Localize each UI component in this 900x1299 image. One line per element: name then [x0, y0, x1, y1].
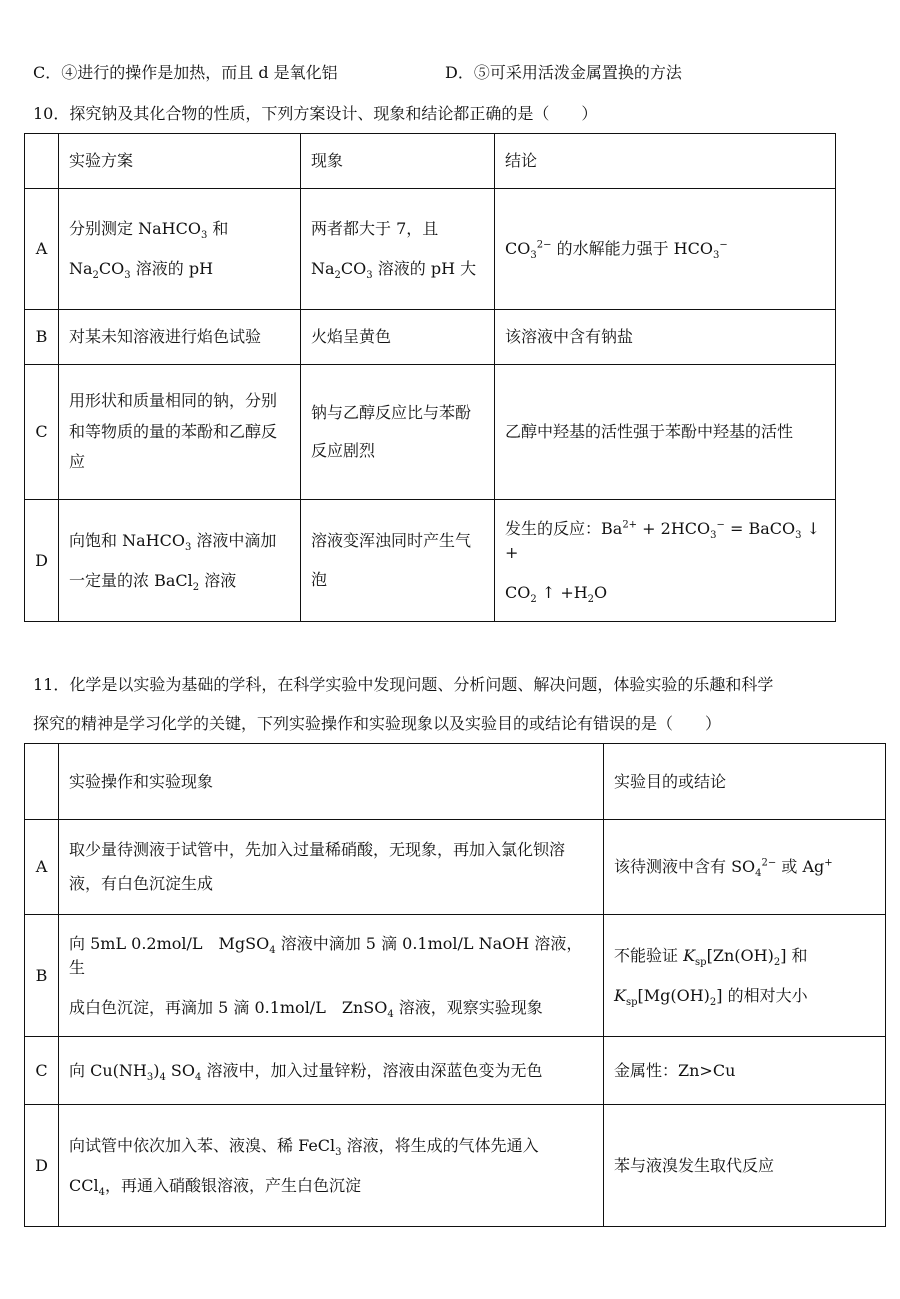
table-row [25, 915, 886, 1037]
row-label: D [25, 500, 59, 622]
purpose-cell: 不能验证 $K_{sp}[Zn(OH)_2]$ 和 $K_{sp}[Mg(OH)_2]$ 的相对大小 [604, 915, 886, 1037]
plan-cell: 向饱和 NaHCO$_3$ 溶液中滴加 一定量的浓 BaCl$_2$ 溶液 [59, 500, 301, 622]
plan-cell: 对某未知溶液进行焰色试验 [59, 310, 301, 365]
header-conclusion: 结论 [495, 134, 836, 189]
operation-cell: 取少量待测液于试管中，先加入过量稀硝酸，无现象，再加入氯化钡溶液，有白色沉淀生成 [59, 820, 604, 915]
header-phenomenon: 现象 [301, 134, 495, 189]
table-row [25, 820, 886, 915]
option-c: C．④进行的操作是加热，而且 d 是氧化铝 [33, 63, 338, 82]
row-label: C [25, 365, 59, 500]
purpose-cell: 金属性：Zn>Cu [604, 1037, 886, 1105]
row-label: D [25, 1105, 59, 1227]
question-10-stem: 10．探究钠及其化合物的性质，下列方案设计、现象和结论都正确的是（ ） [33, 104, 598, 123]
row-label: B [25, 310, 59, 365]
conclusion-cell: 发生的反应：$Ba^{2+} + 2HCO_3^-$ = BaCO$_3$ ↓ + $CO_2$ ↑ $+H_2O$ [495, 500, 836, 622]
question-11-table [24, 743, 886, 1227]
conclusion-cell: 该溶液中含有钠盐 [495, 310, 836, 365]
row-label: A [25, 820, 59, 915]
operation-cell: 向试管中依次加入苯、液溴、稀 FeCl$_3$ 溶液，将生成的气体先通入 CCl$_4$，再通入硝酸银溶液，产生白色沉淀 [59, 1105, 604, 1227]
row-label: B [25, 915, 59, 1037]
question-11-stem-line2: 探究的精神是学习化学的关键，下列实验操作和实验现象以及实验目的或结论有错误的是（ ） [33, 714, 722, 733]
question-11-stem-line1: 11．化学是以实验为基础的学科，在科学实验中发现问题、分析问题、解决问题，体验实验的乐趣和科学 [33, 675, 774, 694]
row-label: A [25, 189, 59, 310]
phenomenon-cell: 两者都大于 7，且 $Na_2CO_3$ 溶液的 pH 大 [301, 189, 495, 310]
operation-cell: 向 $Cu(NH_3)_4$ $SO_4$ 溶液中，加入过量锌粉，溶液由深蓝色变为无色 [59, 1037, 604, 1105]
header-operation: 实验操作和实验现象 [59, 744, 604, 820]
table-row [25, 365, 836, 500]
phenomenon-cell: 火焰呈黄色 [301, 310, 495, 365]
phenomenon-cell: 溶液变浑浊同时产生气泡 [301, 500, 495, 622]
row-label: C [25, 1037, 59, 1105]
table-row [25, 1037, 886, 1105]
table-row [25, 500, 836, 622]
table-row [25, 1105, 886, 1227]
table-header-row [25, 134, 836, 189]
header-blank [25, 134, 59, 189]
operation-cell: 向 5mL 0.2mol/L MgSO$_4$ 溶液中滴加 5 滴 0.1mol/L NaOH 溶液，生 成白色沉淀，再滴加 5 滴 0.1mol/L ZnSO$_4$ 溶液，观察实验现象 [59, 915, 604, 1037]
phenomenon-cell: 钠与乙醇反应比与苯酚反应剧烈 [301, 365, 495, 500]
header-blank [25, 744, 59, 820]
table-row [25, 189, 836, 310]
question-10-table [24, 133, 836, 622]
conclusion-cell: $CO_3^{2-}$ 的水解能力强于 $HCO_3^-$ [495, 189, 836, 310]
purpose-cell: 苯与液溴发生取代反应 [604, 1105, 886, 1227]
conclusion-cell: 乙醇中羟基的活性强于苯酚中羟基的活性 [495, 365, 836, 500]
plan-cell: 分别测定 NaHCO$_3$ 和 $Na_2CO_3$ 溶液的 pH [59, 189, 301, 310]
purpose-cell: 该待测液中含有 $SO_4^{2-}$ 或 Ag+ [604, 820, 886, 915]
header-purpose: 实验目的或结论 [604, 744, 886, 820]
option-d: D．⑤可采用活泼金属置换的方法 [445, 63, 682, 82]
table-row [25, 310, 836, 365]
header-plan: 实验方案 [59, 134, 301, 189]
plan-cell: 用形状和质量相同的钠，分别和等物质的量的苯酚和乙醇反应 [59, 365, 301, 500]
table-header-row [25, 744, 886, 820]
